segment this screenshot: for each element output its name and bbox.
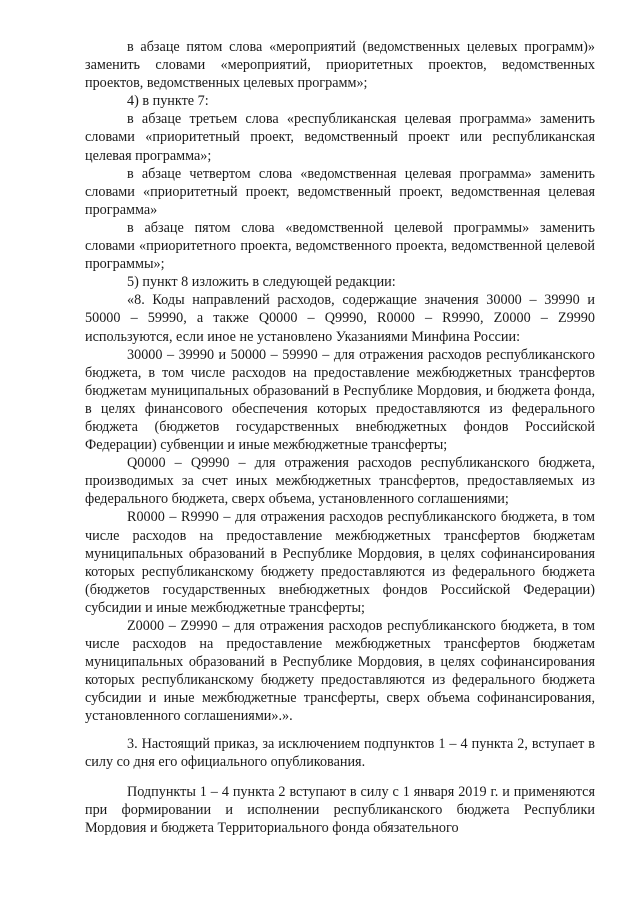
paragraph-codes-q0000: Q0000 – Q9990 – для отражения расходов республиканского бюджета, производимых за счет иных межбюджетных трансфертов, предоставляемых из федерального бюджета, сверх объема, установленного соглашениями; [85,455,595,508]
paragraph-abzac-5-replace-2: в абзаце пятом слова «ведомственной целевой программы» заменить словами «приоритетного проекта, ведомственного проекта, ведомственной целевой программы»; [85,219,595,273]
paragraph-item-3: 3. Настоящий приказ, за исключением подпунктов 1 – 4 пункта 2, вступает в силу со дня его официального опубликования. [85,735,595,770]
paragraph-codes-30000: 30000 – 39990 и 50000 – 59990 – для отражения расходов республиканского бюджета, в том числе расходов на предоставление межбюджетных трансфертов бюджетам муниципальных образований в Республике Мордовия, и бюджета фонда, в целях финансового обеспечения которых предоставляются из федерального бюджета (бюджетов государственных внебюджетных фондов Российской Федерации) субвенции и иные межбюджетные трансферты; [85,346,595,454]
paragraph-point-8-intro: 5) пункт 8 изложить в следующей редакции: [127,274,396,291]
paragraph-abzac-3-replace: в абзаце третьем слова «республиканская целевая программа» заменить словами «приоритетный проект, ведомственный проект или республиканская целевая программа»; [85,111,595,164]
paragraph-abzac-5-replace: в абзаце пятом слова «мероприятий (ведомственных целевых программ)» заменить словами «мероприятий, приоритетных проектов, ведомственных проектов, ведомственных целевых программ»; [85,39,595,92]
paragraph-codes-intro: «8. Коды направлений расходов, содержащие значения 30000 – 39990 и 50000 – 59990, а также Q0000 – Q9990, R0000 – R9990, Z0000 – Z9990 используются, если иное не установлено Указаниями Минфина России: [85,292,595,345]
paragraph-point-7: 4) в пункте 7: [127,93,209,110]
paragraph-codes-r0000: R0000 – R9990 – для отражения расходов республиканского бюджета, в том числе расходов на предоставление межбюджетных трансфертов бюджетам муниципальных образований в Республике Мордовия, в целях софинансирования которых республиканскому бюджету предоставляются из федерального бюджета (бюджетов государственных внебюджетных фондов Российской Федерации) субсидии и иные межбюджетные трансферты; [85,509,595,616]
paragraph-abzac-4-replace: в абзаце четвертом слова «ведомственная целевая программа» заменить словами «приоритетный проект, ведомственный проект, ведомственная целевая программа» [85,165,595,218]
paragraph-item-3-continuation: Подпункты 1 – 4 пункта 2 вступают в силу с 1 января 2019 г. и применяются при формировании и исполнении республиканского бюджета Республики Мордовия и бюджета Территориального фонда обязательного [85,783,595,836]
paragraph-codes-z0000: Z0000 – Z9990 – для отражения расходов республиканского бюджета, в том числе расходов на предоставление межбюджетных трансфертов бюджетам муниципальных образований в Республике Мордовия, в целях софинансирования которых республиканскому бюджету предоставляются из федерального бюджета субсидии и иные межбюджетные трансферты, сверх объема софинансирования, установленного соглашениями».». [85,618,595,725]
document-page [85,38,595,837]
